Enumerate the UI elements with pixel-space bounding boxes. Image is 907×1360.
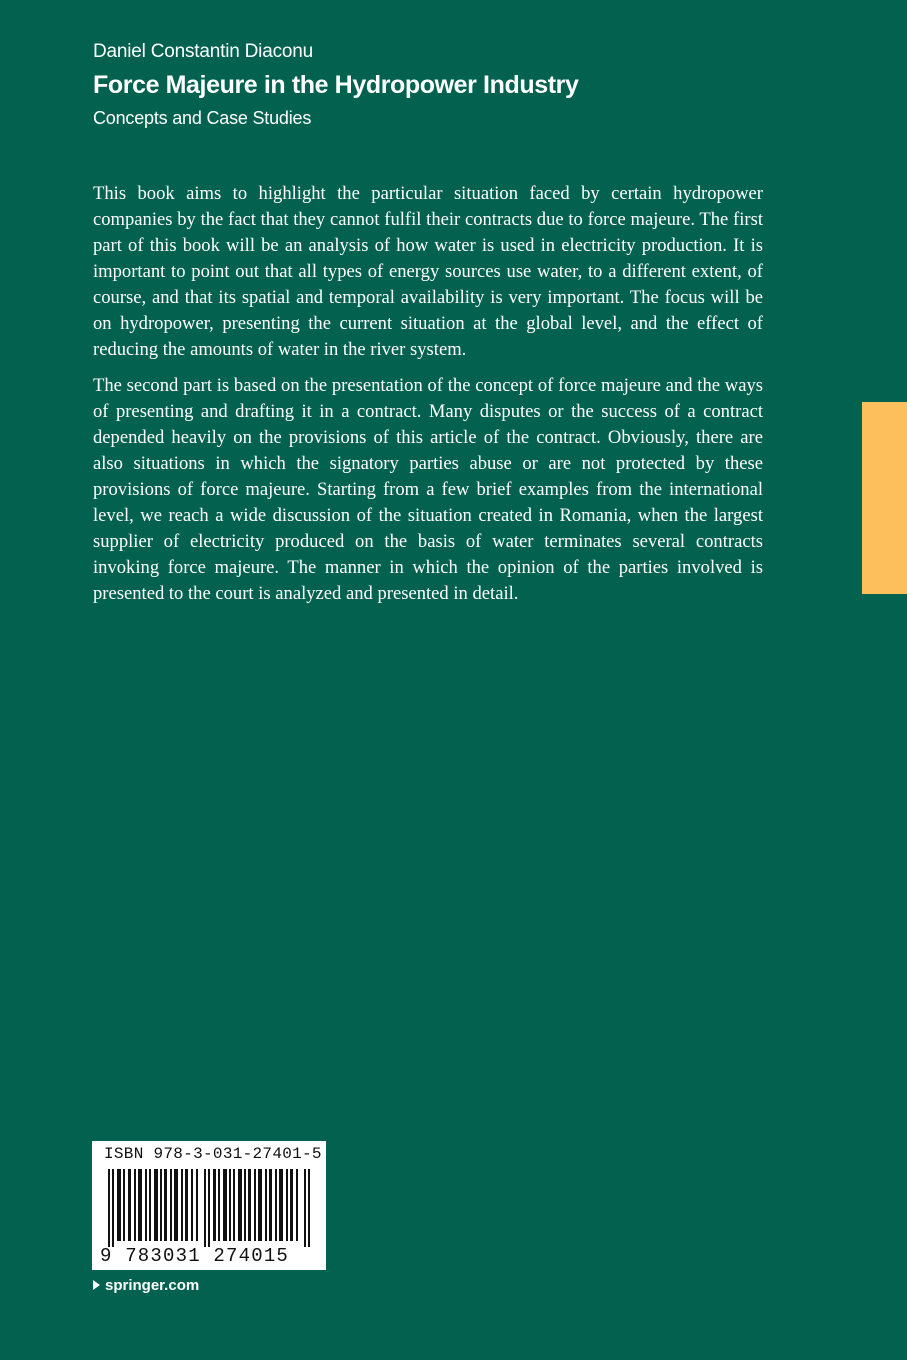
- spine-color-tab: [862, 402, 907, 594]
- author-name: Daniel Constantin Diaconu: [93, 41, 313, 62]
- barcode-bars: [108, 1169, 312, 1247]
- barcode-digits: 9 783031 274015: [100, 1245, 290, 1267]
- publisher-link-text[interactable]: springer.com: [105, 1276, 200, 1294]
- blurb-paragraph-2: The second part is based on the presentation of the concept of force majeure and the ways of presenting and drafting it in a contract. Many disputes or the success of a contract depended heavily on the provisions of this article of the contract. Obviously, there are also situations in which the signatory parties abuse or are not protected by these provisions of force majeure. Starting from a few brief examples from the international level, we reach a wide discussion of the situation created in Romania, when the largest supplier of electricity produced on the basis of water terminates several contracts invoking force majeure. The manner in which the opinion of the parties involved is presented to the court is analyzed and presented in detail.: [93, 375, 763, 604]
- isbn-barcode: [92, 1141, 326, 1270]
- blurb-paragraph-1: This book aims to highlight the particular situation faced by certain hydropower companies by the fact that they cannot fulfil their contracts due to force majeure. The first part of this book will be an analysis of how water is used in electricity production. It is important to point out that all types of energy sources use water, to a different extent, of course, and that its spatial and temporal availability is very important. The focus will be on hydropower, presenting the current situation at the global level, and the effect of reducing the amounts of water in the river system.: [93, 183, 763, 360]
- publisher-link[interactable]: [93, 1275, 199, 1295]
- blurb: [93, 181, 763, 617]
- book-title: Force Majeure in the Hydropower Industry: [93, 71, 579, 99]
- book-subtitle: Concepts and Case Studies: [93, 108, 312, 128]
- triangle-right-icon: [93, 1280, 100, 1290]
- isbn-label: ISBN 978-3-031-27401-5: [104, 1145, 322, 1163]
